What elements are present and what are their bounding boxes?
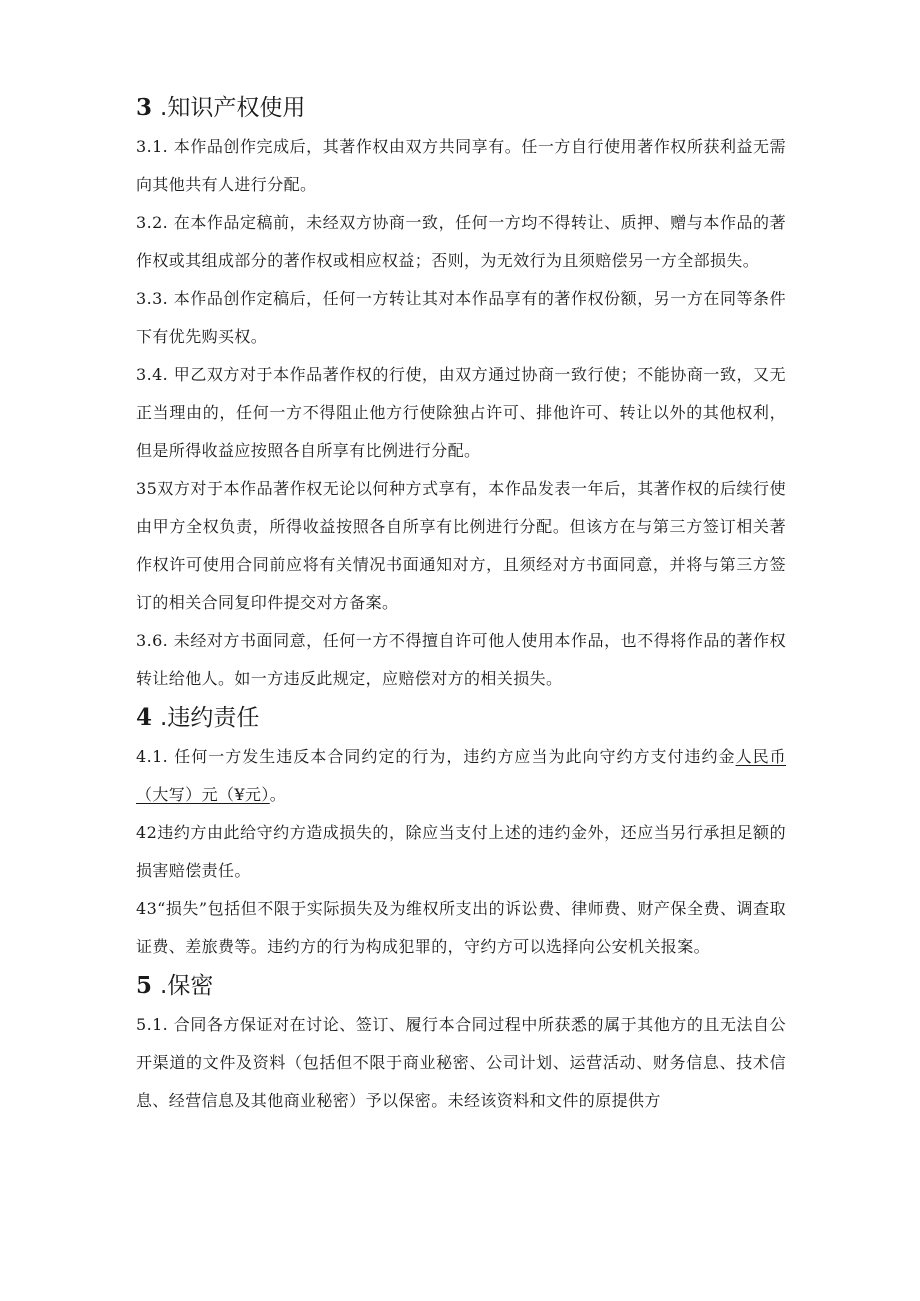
- penalty-amount-blank: 人民币（大写）元（¥元）: [136, 747, 786, 804]
- clause-3-3: 3.3. 本作品创作定稿后，任何一方转让其对本作品享有的著作权份额，另一方在同等条件下有优先购买权。: [136, 289, 786, 346]
- section-number: 5: [136, 972, 153, 999]
- clause-3-4: 3.4. 甲乙双方对于本作品著作权的行使，由双方通过协商一致行使；不能协商一致，又无正当理由的，任何一方不得阻止他方行使除独占许可、排他许可、转让以外的其他权利，但是所得收益应按照各自所享有比例进行分配。: [136, 365, 786, 460]
- clause-3-1: 3.1. 本作品创作完成后，其著作权由双方共同享有。任一方自行使用著作权所获利益无需向其他共有人进行分配。: [136, 137, 786, 194]
- clause-5-1: 5.1. 合同各方保证对在讨论、签订、履行本合同过程中所获悉的属于其他方的且无法自公开渠道的文件及资料（包括但不限于商业秘密、公司计划、运营活动、财务信息、技术信息、经营信息及其他商业秘密）予以保密。未经该资料和文件的原提供方: [136, 1015, 786, 1110]
- section-heading-3: [136, 88, 786, 128]
- document-body: [136, 88, 786, 1120]
- section-number: 4: [136, 704, 153, 731]
- clause-3-5: 35双方对于本作品著作权无论以何种方式享有，本作品发表一年后，其著作权的后续行使由甲方全权负责，所得收益按照各自所享有比例进行分配。但该方在与第三方签订相关著作权许可使用合同前应将有关情况书面通知对方，且须经对方书面同意，并将与第三方签订的相关合同复印件提交对方备案。: [136, 479, 786, 612]
- section-heading-5: [136, 966, 786, 1006]
- section-title: .保密: [160, 973, 214, 999]
- section-number: 3: [136, 94, 153, 121]
- clause-3-2: 3.2. 在本作品定稿前，未经双方协商一致，任何一方均不得转让、质押、赠与本作品的著作权或其组成部分的著作权或相应权益；否则，为无效行为且须赔偿另一方全部损失。: [136, 213, 786, 270]
- clause-4-2: 42违约方由此给守约方造成损失的，除应当支付上述的违约金外，还应当另行承担足额的损害赔偿责任。: [136, 823, 786, 880]
- clause-text: 。: [269, 785, 287, 804]
- section-title: .知识产权使用: [160, 95, 306, 121]
- clause-text: 4.1. 任何一方发生违反本合同约定的行为，违约方应当为此向守约方支付违约金: [136, 747, 736, 766]
- section-heading-4: [136, 698, 786, 738]
- clause-4-1: [136, 738, 786, 814]
- clause-4-3: 43“损失”包括但不限于实际损失及为维权所支出的诉讼费、律师费、财产保全费、调查取证费、差旅费等。违约方的行为构成犯罪的，守约方可以选择向公安机关报案。: [136, 899, 786, 956]
- section-title: .违约责任: [160, 705, 260, 731]
- clause-3-6: 3.6. 未经对方书面同意，任何一方不得擅自许可他人使用本作品，也不得将作品的著作权转让给他人。如一方违反此规定，应赔偿对方的相关损失。: [136, 631, 786, 688]
